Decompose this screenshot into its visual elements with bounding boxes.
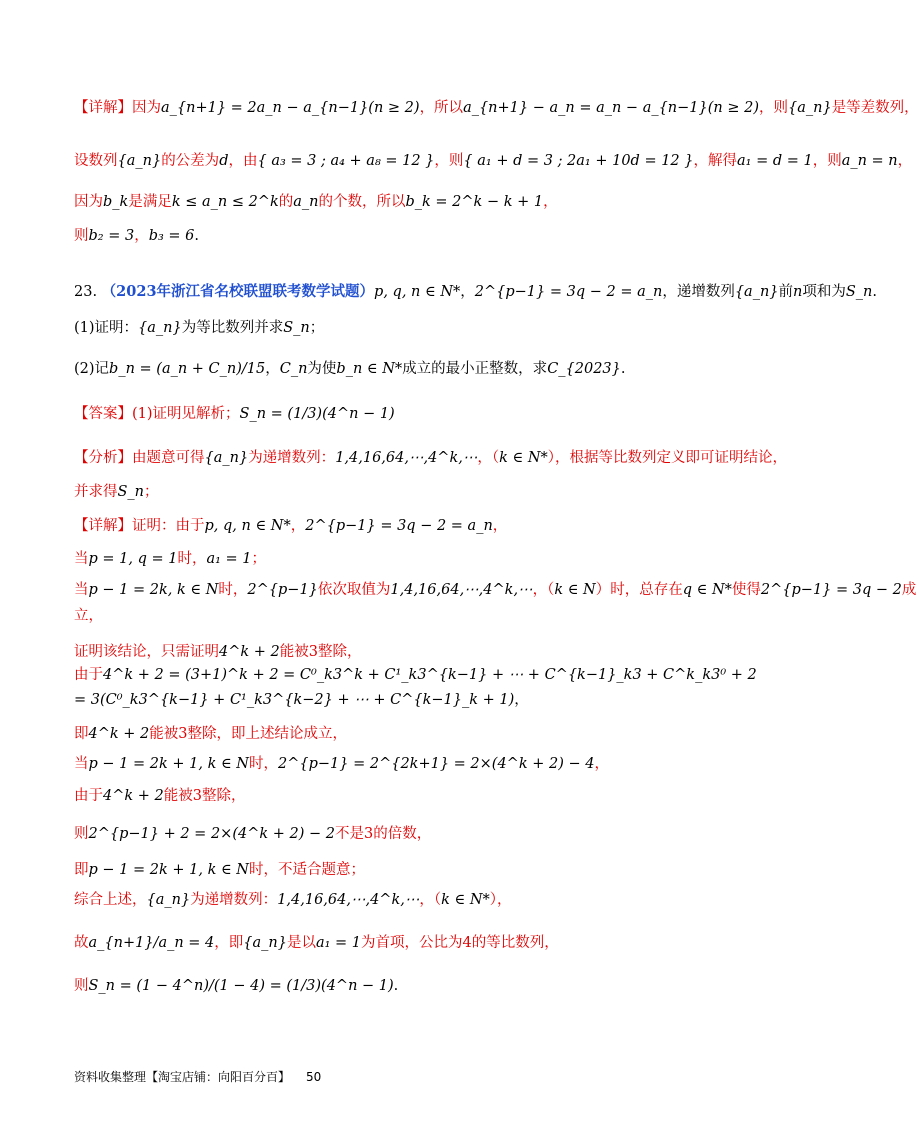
text-segment: 并求得 xyxy=(74,484,118,500)
text-segment: ，则 xyxy=(812,153,842,169)
text-segment: . xyxy=(872,284,877,300)
text-segment: 当 xyxy=(74,551,89,567)
math-expression: b₃ = 6 xyxy=(148,228,195,244)
text-segment: (1)证明： xyxy=(74,320,139,336)
math-expression: b_n = (a_n + C_n)/15 xyxy=(109,361,266,377)
text-segment: (2)记 xyxy=(74,361,110,377)
math-expression: a₁ = 1 xyxy=(315,935,362,951)
text-segment: （2023年浙江省名校联盟联考数学试题） xyxy=(101,283,375,300)
text-segment: 当 xyxy=(74,756,89,772)
text-segment: . xyxy=(620,361,626,377)
text-segment: ，由 xyxy=(228,153,258,169)
math-expression: {a_n} xyxy=(117,153,162,169)
math-expression: {a_n} xyxy=(146,892,191,908)
text-segment: ，则 xyxy=(434,153,464,169)
text-segment: ， xyxy=(134,228,149,244)
math-expression: b_k = 2^k − k + 1 xyxy=(405,194,544,210)
text-segment: 能被3整除，即上述结论成立， xyxy=(149,726,347,742)
math-expression: C_{2023} xyxy=(547,361,621,377)
text-segment: ）时，总存在 xyxy=(595,582,683,598)
text-segment: 【答案】(1)证明见解析； xyxy=(74,406,240,422)
text-segment: 证明该结论，只需证明 xyxy=(74,644,219,660)
text-segment: 故 xyxy=(74,935,89,951)
footer-source: 资料收集整理【淘宝店铺：向阳百分百】 xyxy=(74,1070,291,1084)
text-line xyxy=(74,722,740,746)
text-segment: 因为 xyxy=(74,194,103,210)
text-segment: ，即 xyxy=(214,935,244,951)
math-expression: p, q, n ∈ N* xyxy=(374,284,461,300)
text-segment: ， xyxy=(290,518,306,534)
text-segment: 当 xyxy=(74,582,89,598)
math-expression: p − 1 = 2k + 1, k ∈ N xyxy=(88,756,249,772)
text-line xyxy=(74,224,740,248)
text-line xyxy=(74,974,740,998)
text-segment: 的个数，所以 xyxy=(318,194,406,210)
math-expression: a_n xyxy=(293,194,319,210)
text-segment: ， xyxy=(594,756,609,772)
text-segment: 为递增数列： xyxy=(190,892,278,908)
text-segment: ），根据等比数列定义即可证明结论， xyxy=(547,450,788,466)
text-segment: 【详解】因为 xyxy=(74,100,161,116)
text-segment: 是以 xyxy=(286,935,316,951)
math-expression: S_n = (1/3)(4^n − 1) xyxy=(239,406,395,422)
text-segment: 的 xyxy=(278,194,294,210)
text-segment: 则 xyxy=(74,228,89,244)
text-line xyxy=(74,514,740,538)
text-segment: ，（ xyxy=(477,450,500,466)
math-expression: k ∈ N xyxy=(554,582,596,598)
text-segment: ，则 xyxy=(759,100,788,116)
math-expression: S_n xyxy=(283,320,310,336)
text-segment: 时， xyxy=(249,756,278,772)
text-segment: 项和为 xyxy=(802,284,846,300)
math-expression: b_k xyxy=(103,194,129,210)
math-expression: C_n xyxy=(279,361,308,377)
text-segment: 成 xyxy=(901,582,917,598)
text-segment: . xyxy=(194,228,200,244)
text-segment: ， xyxy=(492,518,508,534)
math-expression: 4^k + 2 = (3+1)^k + 2 = C⁰_k3^k + C¹_k3^{k−1} + ⋯ + C^{k−1}_k3 + C^k_k3⁰ + 2 xyxy=(103,667,757,683)
text-line xyxy=(74,357,740,381)
page-number: 50 xyxy=(306,1070,322,1084)
text-line xyxy=(74,446,788,470)
text-segment: ； xyxy=(144,484,159,500)
text-line xyxy=(74,888,740,912)
text-line xyxy=(74,578,917,602)
math-expression: k ≤ a_n ≤ 2^k xyxy=(171,194,279,210)
text-line xyxy=(74,858,740,882)
text-segment: 由于 xyxy=(74,788,103,804)
text-line xyxy=(74,752,740,776)
math-expression: k ∈ N* xyxy=(441,892,490,908)
math-expression: a_{n+1} = 2a_n − a_{n−1}(n ≥ 2) xyxy=(161,100,420,116)
math-expression: = 3(C⁰_k3^{k−1} + C¹_k3^{k−2} + ⋯ + C^{k−1}_k + 1) xyxy=(74,692,515,708)
text-segment: 由于 xyxy=(74,667,103,683)
text-line xyxy=(74,96,919,120)
math-expression: 2^{p−1} = 3q − 2 = a_n xyxy=(474,284,663,300)
text-line xyxy=(74,604,740,628)
math-expression: 2^{p−1} = 3q − 2 xyxy=(760,582,902,598)
text-segment: ，（ xyxy=(532,582,555,598)
text-segment: 为等比数列并求 xyxy=(181,320,284,336)
math-expression: a₁ = 1 xyxy=(206,551,252,567)
text-line xyxy=(74,316,740,340)
math-expression: { a₃ = 3 ; a₄ + a₈ = 12 } xyxy=(257,153,435,169)
math-expression: 2^{p−1} = 3q − 2 = a_n xyxy=(305,518,493,534)
text-segment: 成立的最小正整数，求 xyxy=(402,361,548,377)
math-expression: b₂ = 3 xyxy=(88,228,135,244)
text-segment: 时，不适合题意； xyxy=(249,862,365,878)
text-segment: ， xyxy=(897,153,913,169)
math-expression: p, q, n ∈ N* xyxy=(204,518,291,534)
text-line xyxy=(74,480,740,504)
text-segment: 能被3整除， xyxy=(279,644,362,660)
math-expression: 4^k + 2 xyxy=(103,788,164,804)
text-segment: 【详解】证明：由于 xyxy=(74,518,205,534)
text-segment: ； xyxy=(309,320,325,336)
math-expression: a_n = n xyxy=(841,153,898,169)
text-segment: ，解得 xyxy=(693,153,737,169)
math-expression: 4^k + 2 xyxy=(88,726,150,742)
math-expression: {a_n} xyxy=(788,100,832,116)
text-segment: . xyxy=(393,978,399,994)
text-segment: 能被3整除， xyxy=(163,788,246,804)
math-expression: 2^{p−1} = 2^{2k+1} = 2×(4^k + 2) − 4 xyxy=(278,756,595,772)
text-segment: 即 xyxy=(74,726,89,742)
math-expression: a_{n+1} − a_n = a_n − a_{n−1}(n ≥ 2) xyxy=(463,100,759,116)
math-expression: p = 1, q = 1 xyxy=(88,551,178,567)
math-expression: {a_n} xyxy=(734,284,779,300)
math-expression: a₁ = d = 1 xyxy=(737,153,813,169)
text-segment: 即 xyxy=(74,862,89,878)
math-expression: p − 1 = 2k + 1, k ∈ N xyxy=(88,862,249,878)
math-expression: 1,4,16,64,⋯,4^k,⋯ xyxy=(390,582,533,598)
text-segment: 是等差数列， xyxy=(831,100,919,116)
math-expression: {a_n} xyxy=(138,320,182,336)
math-expression: a_{n+1}/a_n = 4 xyxy=(88,935,215,951)
text-line xyxy=(74,149,913,173)
math-expression: { a₁ + d = 3 ; 2a₁ + 10d = 12 } xyxy=(463,153,694,169)
text-line xyxy=(74,280,877,304)
text-segment: 不是3的倍数， xyxy=(334,826,432,842)
math-expression: 2^{p−1} xyxy=(247,582,318,598)
text-segment: ，所以 xyxy=(419,100,464,116)
text-segment: ， xyxy=(514,692,529,708)
text-segment: 是满足 xyxy=(128,194,172,210)
math-expression: n xyxy=(793,284,803,300)
math-expression: S_n xyxy=(845,284,873,300)
math-expression: 1,4,16,64,⋯,4^k,⋯ xyxy=(335,450,478,466)
text-segment: 设数列 xyxy=(74,153,118,169)
text-segment: ， xyxy=(265,361,280,377)
page-footer xyxy=(74,1068,321,1085)
text-segment: 【分析】由题意可得 xyxy=(74,450,205,466)
text-segment: 使得 xyxy=(731,582,761,598)
math-expression: S_n = (1 − 4^n)/(1 − 4) = (1/3)(4^n − 1) xyxy=(88,978,394,994)
text-line xyxy=(74,931,740,955)
text-segment: ， xyxy=(543,194,558,210)
text-segment: ，递增数列 xyxy=(662,284,735,300)
text-segment: 则 xyxy=(74,826,89,842)
text-segment: 综合上述， xyxy=(74,892,147,908)
math-expression: {a_n} xyxy=(204,450,249,466)
math-expression: {a_n} xyxy=(243,935,287,951)
math-expression: k ∈ N* xyxy=(499,450,548,466)
math-expression: b_n ∈ N* xyxy=(336,361,403,377)
math-expression: 2^{p−1} + 2 = 2×(4^k + 2) − 2 xyxy=(88,826,335,842)
text-segment: ，（ xyxy=(419,892,442,908)
math-expression: d xyxy=(219,153,229,169)
text-segment: 则 xyxy=(74,978,89,994)
text-line xyxy=(74,822,740,846)
text-segment: ）， xyxy=(489,892,512,908)
math-expression: 1,4,16,64,⋯,4^k,⋯ xyxy=(277,892,420,908)
text-line xyxy=(74,663,757,687)
text-segment: 为递增数列： xyxy=(248,450,336,466)
math-expression: S_n xyxy=(117,484,145,500)
text-line xyxy=(74,784,740,808)
math-expression: p − 1 = 2k, k ∈ N xyxy=(88,582,219,598)
text-segment: 立， xyxy=(74,608,103,624)
text-line xyxy=(74,547,740,571)
text-line xyxy=(74,640,740,664)
text-segment: 依次取值为 xyxy=(317,582,391,598)
text-segment: 时， xyxy=(218,582,248,598)
math-expression: q ∈ N* xyxy=(682,582,732,598)
text-segment: 23. xyxy=(74,284,102,300)
text-line xyxy=(74,190,740,214)
text-segment: ； xyxy=(251,551,267,567)
text-line xyxy=(74,402,740,426)
text-segment: 为首项，公比为4的等比数列， xyxy=(361,935,559,951)
text-segment: 前 xyxy=(778,284,794,300)
text-segment: 时， xyxy=(177,551,207,567)
text-segment: ， xyxy=(460,284,475,300)
math-expression: 4^k + 2 xyxy=(219,644,280,660)
text-line xyxy=(74,688,740,712)
text-segment: 为使 xyxy=(307,361,337,377)
text-segment: 的公差为 xyxy=(161,153,220,169)
